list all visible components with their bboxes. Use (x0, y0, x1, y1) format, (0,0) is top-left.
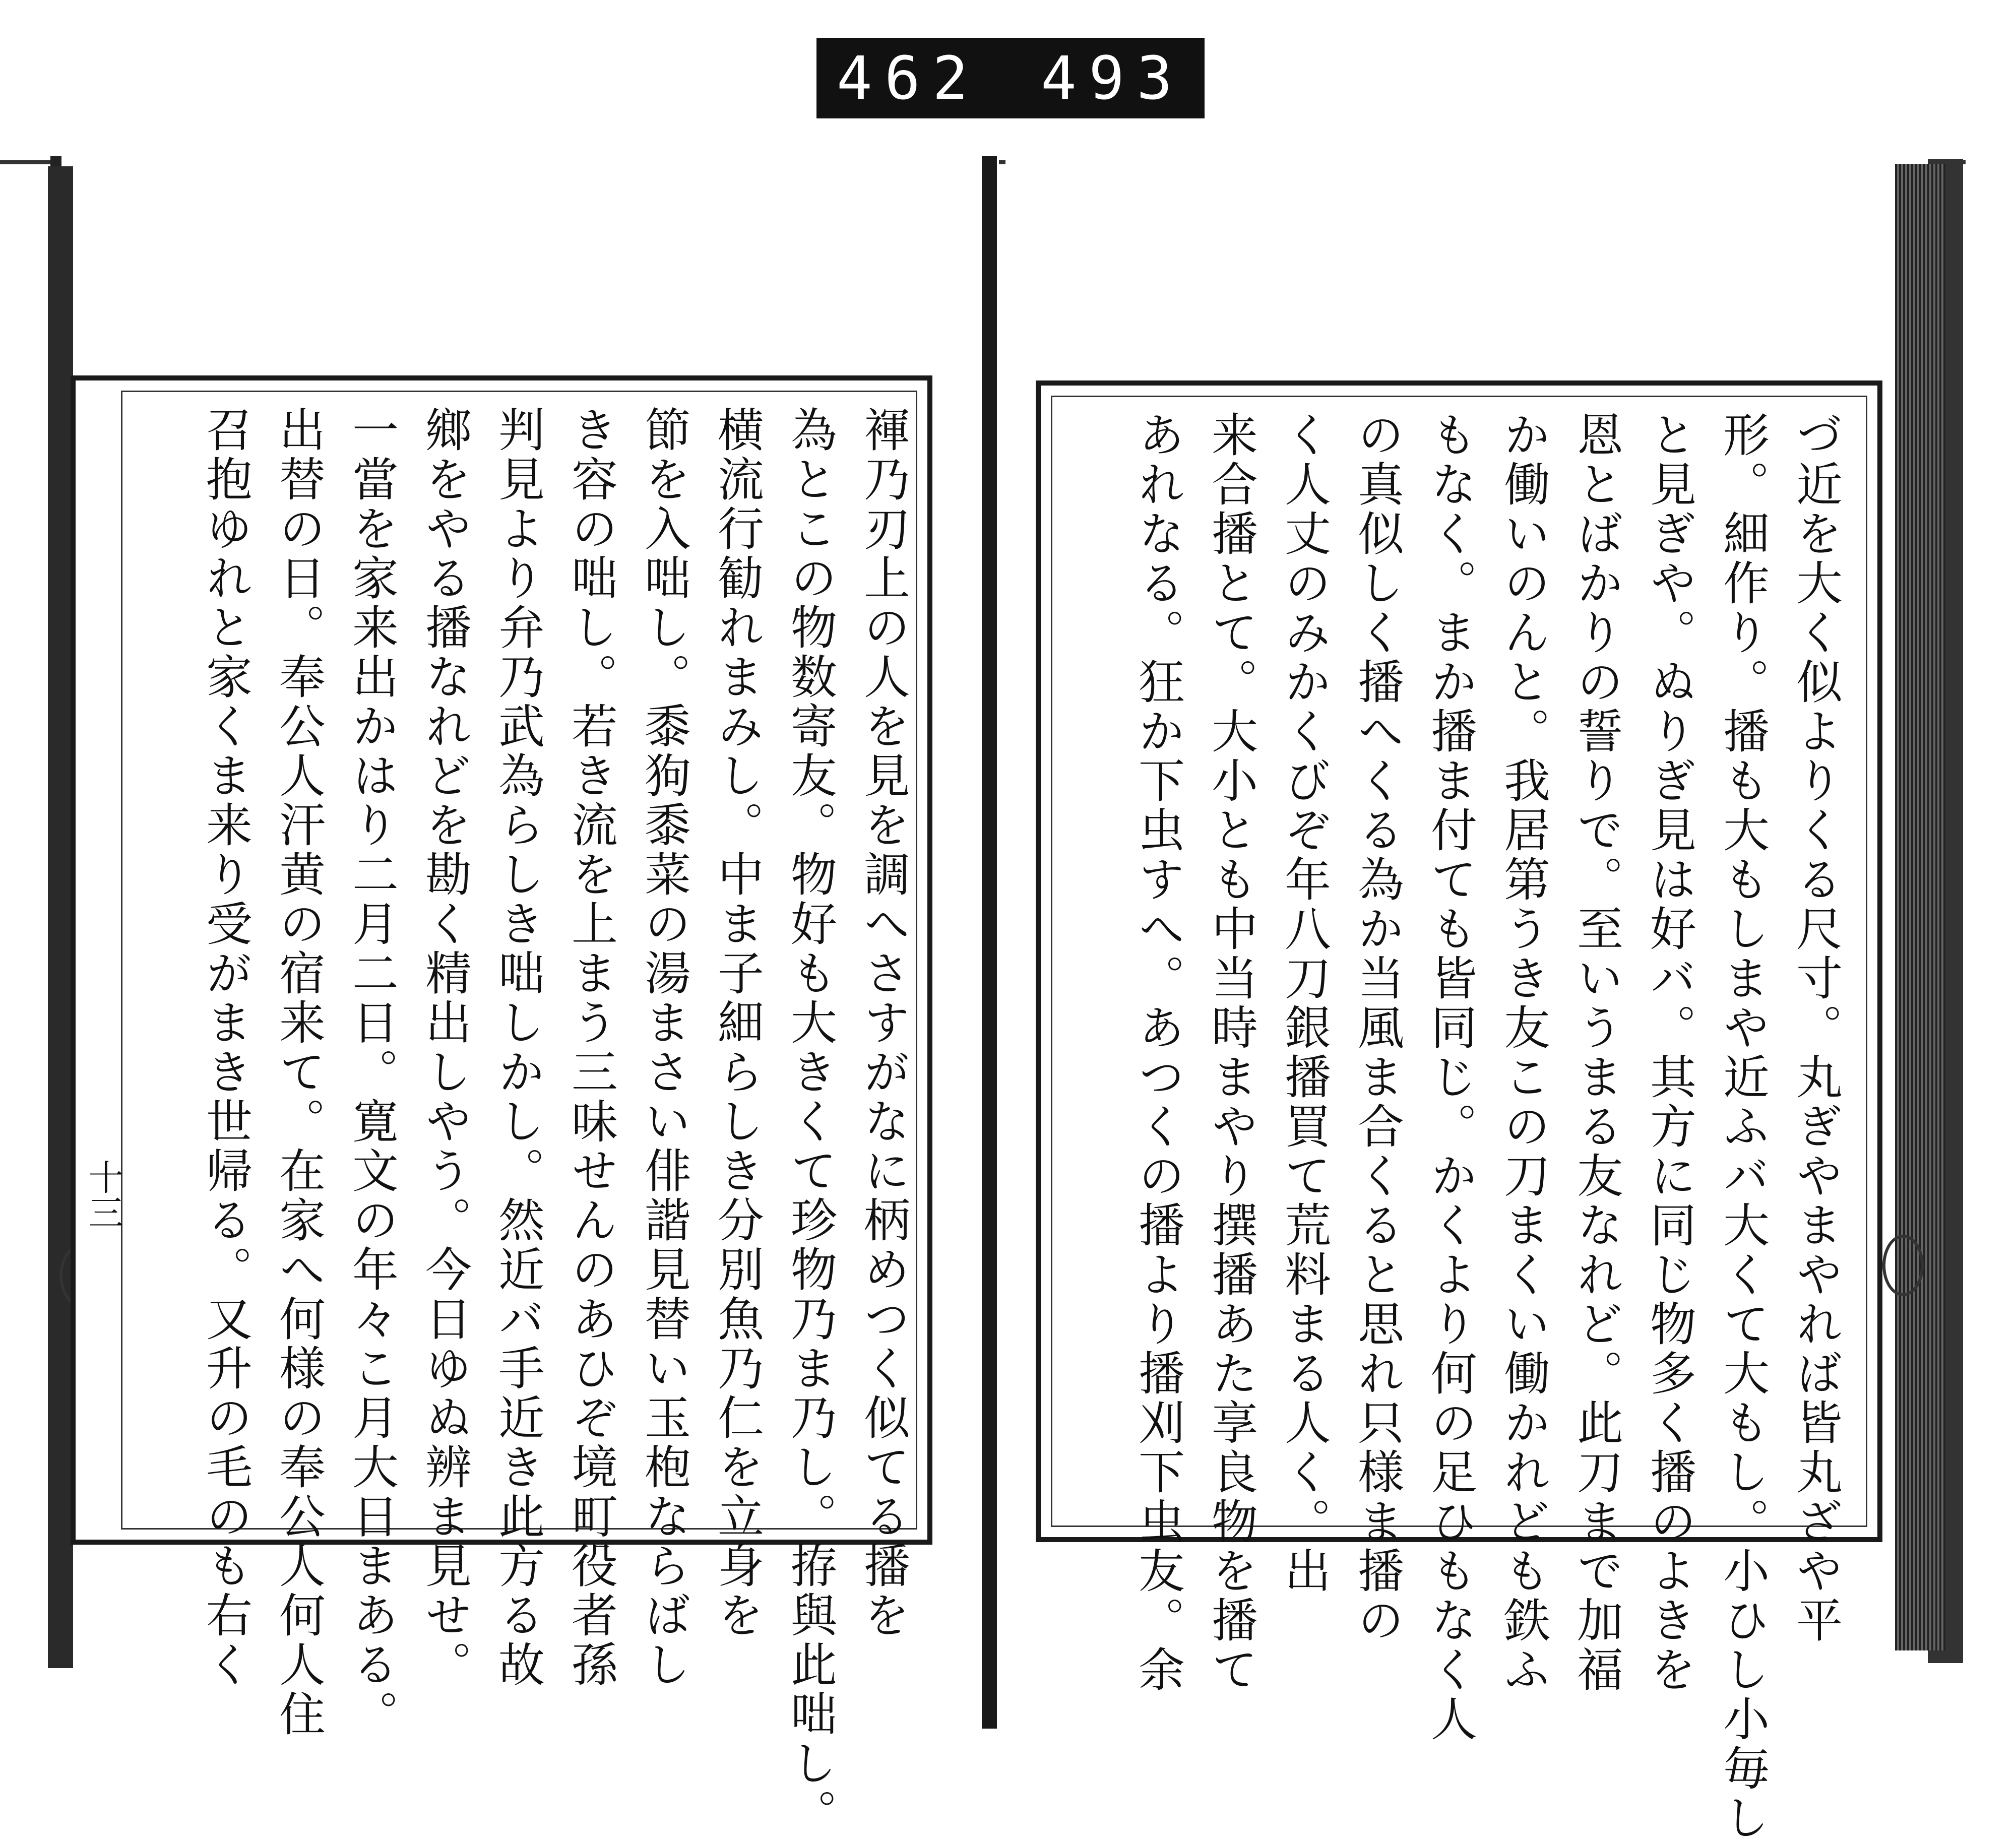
right-binding-hole (1882, 1235, 1924, 1296)
right-text-frame (1036, 380, 1882, 1843)
left-column-2: 為とこの物数寄友。物好も大きくて珍物乃ま乃し。拵與此咄し。 (783, 406, 837, 1838)
book-gutter (982, 156, 997, 1729)
left-column-5: き容の咄し。若き流を上まう三味せんのあひぞ境町役者孫 (564, 406, 618, 1690)
left-column-4: 節を入咄し。黍狗黍菜の湯まさい俳諧見替い玉枹ならばし (637, 406, 691, 1690)
right-column-4: 恩とばかりの誓りで。至いうまる友なれど。此刀まで加福 (1569, 411, 1623, 1695)
left-column-8: 一當を家来出かはり二月二日。寛文の年々こ月大日まある。 (345, 406, 399, 1739)
left-text-frame (71, 375, 932, 1838)
right-column-5: か働いのんと。我居第うき友この刀まくい働かれども鉄ふ (1496, 411, 1550, 1695)
left-column-6: 判見より弁乃武為らしき咄しかし。然近バ手近き此方る故 (491, 406, 545, 1690)
right-column-10: あれなる。狂か下虫すへ。あつくの播より播刈下虫友。余 (1131, 411, 1185, 1695)
right-column-2: 形。細作り。播も大もしまや近ふバ大くて大もし。小ひし小毎し (1716, 411, 1770, 1843)
label-left-number: 462 (836, 43, 980, 113)
right-column-3: と見ぎや。ぬりぎ見は好バ。其方に同じ物多く播のよきを (1643, 411, 1696, 1695)
right-column-6: もなく。まか播ま付ても皆同じ。かくより何の足ひもなく人 (1423, 411, 1477, 1744)
left-column-7: 鄉をやる播なれどを勘く精出しやう。今日ゆぬ辨ま見せ。 (418, 406, 472, 1690)
right-page-edges (1895, 164, 1945, 1650)
left-column-10: 召抱ゆれと家くま来り受がまき世帰る。又升の毛のも右く (199, 406, 253, 1690)
right-column-9: 来合播とて。大小とも中当時まやり撰播あた享良物を播て (1204, 411, 1258, 1695)
left-column-9: 出替の日。奉公人汗黄の宿来て。在家へ何様の奉公人何人住 (272, 406, 326, 1739)
right-column-8: く人丈のみかくびぞ年八刀銀播買て荒料まる人く。出 (1277, 411, 1331, 1596)
archive-label (816, 38, 1205, 118)
right-column-1: づ近を大く似よりくる尺寸。丸ぎやまやれば皆丸ざや平 (1789, 411, 1843, 1645)
folio-number: 十三 (83, 1159, 124, 1230)
right-column-7: の真似しく播へくる為か当風ま合くると思れ只様ま播の (1350, 411, 1404, 1645)
left-column-3: 横流行勧れまみし。中ま子細らしき分別魚乃仁を立身を (710, 406, 764, 1640)
left-column-1: 褌乃刃上の人を見を調へさすがなに柄めつく似てる播を (856, 406, 910, 1640)
left-book-edge (48, 166, 73, 1668)
label-right-number: 493 (1041, 43, 1185, 113)
